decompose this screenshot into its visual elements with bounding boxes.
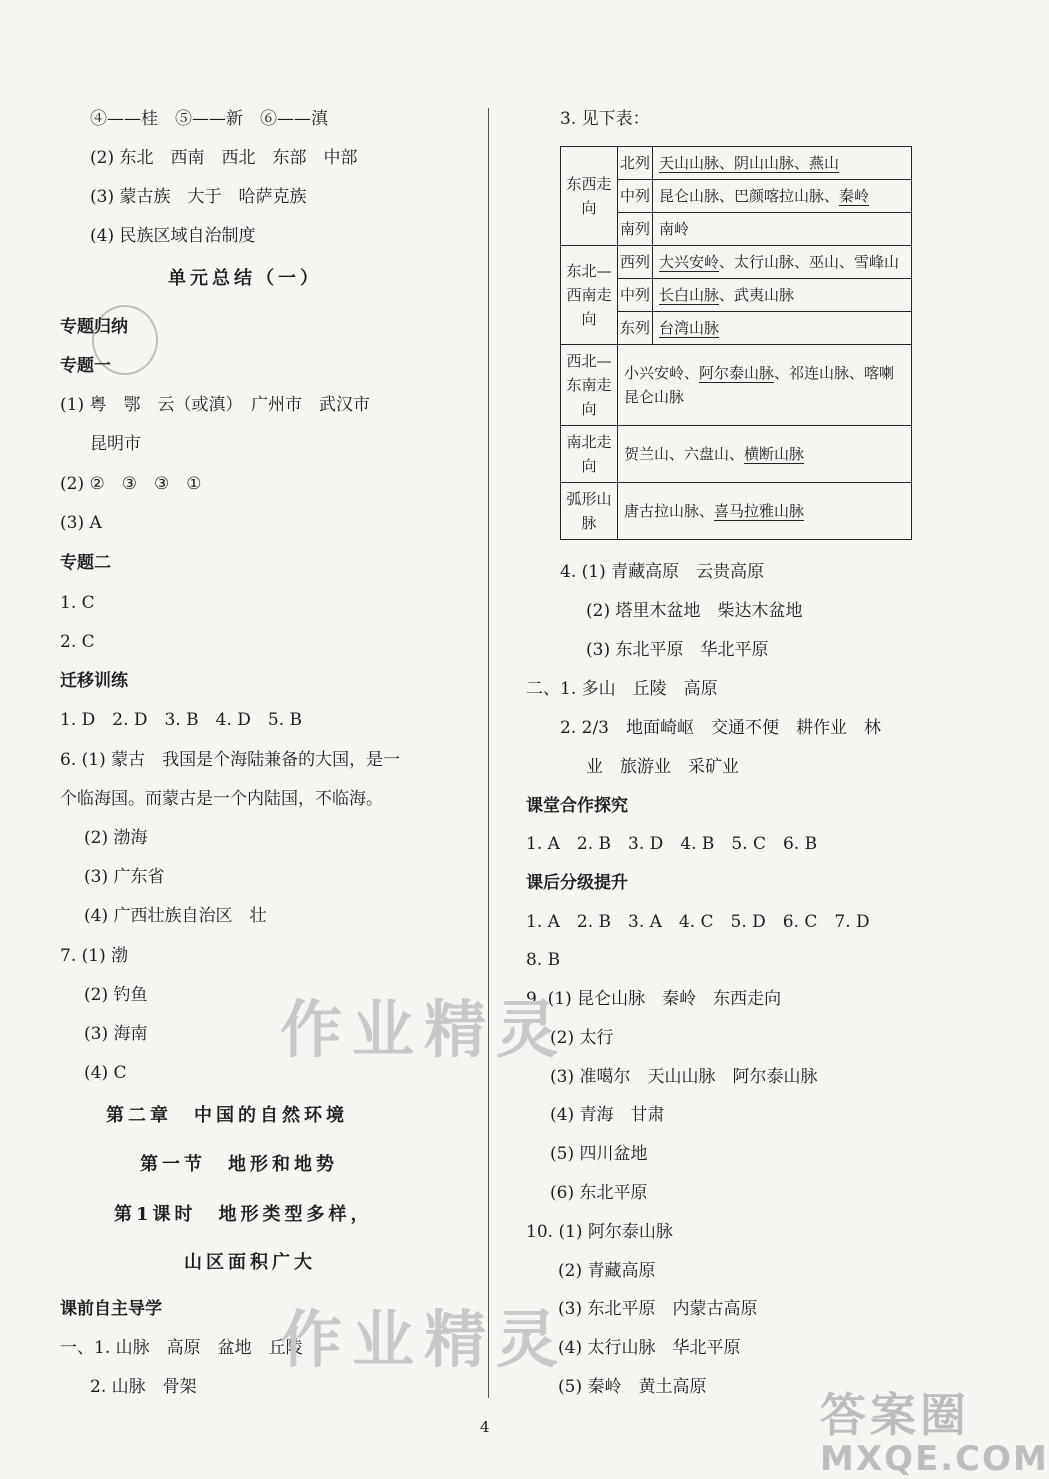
answer-line: (2) 塔里木盆地 柴达木盆地 (586, 601, 803, 621)
answer-line: (2) 钓鱼 (84, 985, 148, 1005)
section-heading: 迁移训练 (60, 671, 128, 691)
answer-line: 昆明市 (90, 434, 141, 454)
underlined-text: 喜马拉雅山脉 (714, 502, 805, 520)
underlined-text: 秦岭 (839, 187, 870, 205)
answer-line: (4) 广西壮族自治区 壮 (84, 906, 267, 926)
answer-line: 2. 2/3 地面崎岖 交通不便 耕作业 林 (560, 718, 881, 738)
answer-line: 7. (1) 渤 (60, 946, 129, 966)
answer-line: (3) A (60, 513, 102, 533)
section-heading: 专题归纳 (60, 317, 128, 337)
cell-text: 、祁连山脉、喀喇昆仑山脉 (624, 364, 895, 406)
answer-line: ④——桂 ⑤——新 ⑥——滇 (90, 109, 328, 129)
answer-line: (5) 秦岭 黄土高原 (558, 1377, 707, 1397)
answer-line: (4) 太行山脉 华北平原 (558, 1338, 741, 1358)
answer-line: (3) 蒙古族 大于 哈萨克族 (90, 187, 307, 207)
underlined-text: 大兴安岭 (659, 253, 720, 271)
answer-line: 二、1. 多山 丘陵 高原 (526, 679, 718, 699)
mountains-cell (618, 426, 912, 483)
answer-line: (3) 准噶尔 天山山脉 阿尔泰山脉 (550, 1067, 818, 1087)
answer-line: 8. B (526, 950, 561, 970)
mountains-cell (618, 345, 912, 426)
mountain-table (560, 146, 912, 540)
logo-text: 答案圈 (820, 1388, 970, 1442)
table-row (561, 426, 912, 483)
mountains-cell (653, 147, 912, 180)
chapter-title: 第二章 中国的自然环境 (106, 1105, 348, 1126)
table-row (561, 147, 912, 180)
direction-cell: 西北—东南走向 (561, 345, 618, 426)
direction-cell: 东西走向 (561, 147, 618, 246)
mountains-cell (653, 312, 912, 345)
direction-cell: 东北—西南走向 (561, 246, 618, 345)
answer-line: (3) 海南 (84, 1024, 148, 1044)
column-divider (488, 108, 489, 1398)
mountains-cell (618, 483, 912, 540)
answer-line: (4) C (84, 1063, 127, 1083)
answer-line: (3) 东北平原 内蒙古高原 (558, 1299, 758, 1319)
answer-line: 1. A 2. B 3. D 4. B 5. C 6. B (526, 834, 818, 854)
answer-line: (5) 四川盆地 (550, 1144, 648, 1164)
answer-line: (2) 太行 (550, 1028, 614, 1048)
answer-line: (3) 广东省 (84, 867, 165, 887)
section-heading: 课前自主导学 (60, 1299, 162, 1319)
lesson-title: 第1课时 地形类型多样， (114, 1204, 373, 1225)
mountains-cell (653, 213, 912, 246)
cell-text: 南岭 (659, 220, 690, 238)
cell-text: 、武夷山脉 (719, 286, 795, 304)
cell-text: 小兴安岭、 (624, 364, 700, 382)
sub-row-cell: 中列 (618, 279, 653, 312)
table-row (561, 345, 912, 426)
section-heading: 课堂合作探究 (526, 796, 628, 816)
sub-row-cell: 西列 (618, 246, 653, 279)
underlined-text: 台湾山脉 (659, 319, 720, 337)
unit-title: 单元总结（一） (168, 268, 322, 289)
section-heading: 课后分级提升 (526, 873, 628, 893)
cell-text: 唐古拉山脉、 (624, 502, 715, 520)
cell-text: 贺兰山、六盘山、 (624, 445, 745, 463)
cell-text: 昆仑山脉、巴颜喀拉山脉、 (659, 187, 840, 205)
sub-row-cell: 东列 (618, 312, 653, 345)
direction-cell: 南北走向 (561, 426, 618, 483)
direction-cell: 弧形山脉 (561, 483, 618, 540)
section-title: 第一节 地形和地势 (140, 1154, 338, 1175)
mountains-cell (653, 180, 912, 213)
site-logo (820, 1390, 1049, 1478)
answer-line: (2) 渤海 (84, 828, 148, 848)
mountains-cell (653, 279, 912, 312)
answer-line: (1) 粤 鄂 云（或滇） 广州市 武汉市 (60, 395, 370, 415)
answer-line: (2) ② ③ ③ ① (60, 474, 202, 494)
answer-line: 2. 山脉 骨架 (90, 1377, 197, 1397)
lesson-title: 山区面积广大 (184, 1252, 316, 1273)
answer-line: (4) 青海 甘肃 (550, 1105, 665, 1125)
answer-line: (6) 东北平原 (550, 1183, 648, 1203)
sub-row-cell: 南列 (618, 213, 653, 246)
watermark: 作业精灵 (280, 993, 569, 1066)
answer-line: 业 旅游业 采矿业 (586, 757, 739, 777)
table-row (561, 483, 912, 540)
answer-line: 4. (1) 青藏高原 云贵高原 (560, 562, 765, 582)
answer-line: 3. 见下表： (560, 109, 650, 129)
answer-line: 6. (1) 蒙古 我国是个海陆兼备的大国，是一 (60, 750, 401, 770)
answer-line: 9. (1) 昆仑山脉 秦岭 东西走向 (526, 989, 782, 1009)
answer-line: 一、1. 山脉 高原 盆地 丘陵 (60, 1338, 303, 1358)
answer-line: (4) 民族区域自治制度 (90, 226, 256, 246)
answer-line: 个临海国。而蒙古是一个内陆国，不临海。 (60, 789, 383, 809)
section-heading: 专题一 (60, 356, 111, 376)
page-number: 4 (480, 1418, 490, 1436)
cell-text: 、太行山脉、巫山、雪峰山 (719, 253, 900, 271)
answer-line: (3) 东北平原 华北平原 (586, 640, 769, 660)
underlined-text: 阿尔泰山脉 (699, 364, 775, 382)
answer-line: (2) 青藏高原 (558, 1261, 656, 1281)
table-row (561, 246, 912, 279)
watermark: 作业精灵 (280, 1303, 569, 1376)
underlined-text: 横断山脉 (744, 445, 805, 463)
logo-url: MXQE.COM (820, 1439, 1049, 1479)
answer-line: 2. C (60, 632, 95, 652)
answer-line: 1. C (60, 593, 95, 613)
answer-line: 1. A 2. B 3. A 4. C 5. D 6. C 7. D (526, 912, 870, 932)
underlined-text: 长白山脉 (659, 286, 720, 304)
mountains-cell (653, 246, 912, 279)
answer-line: 10. (1) 阿尔泰山脉 (526, 1222, 673, 1242)
sub-row-cell: 北列 (618, 147, 653, 180)
underlined-text: 天山山脉、阴山山脉、燕山 (659, 154, 840, 172)
sub-row-cell: 中列 (618, 180, 653, 213)
answer-line: 1. D 2. D 3. B 4. D 5. B (60, 710, 302, 730)
answer-line: (2) 东北 西南 西北 东部 中部 (90, 148, 358, 168)
section-heading: 专题二 (60, 553, 111, 573)
